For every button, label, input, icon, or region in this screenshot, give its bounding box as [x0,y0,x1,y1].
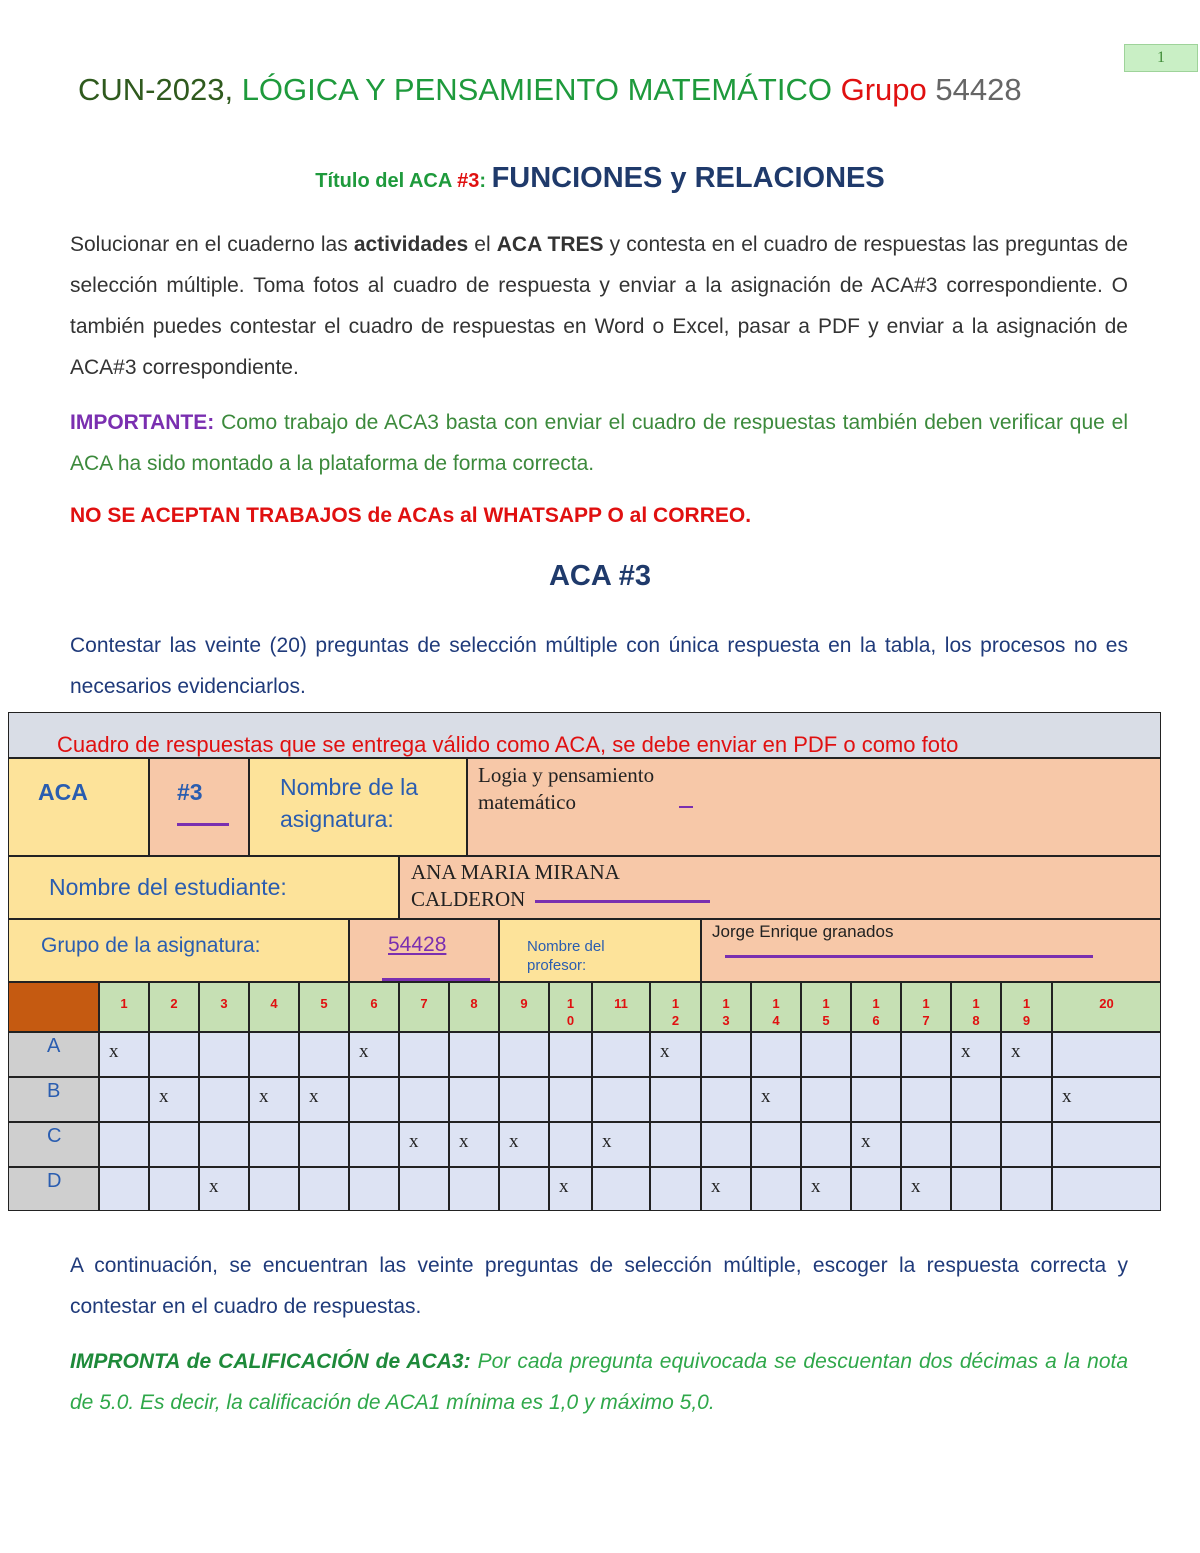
option-label-A [8,1032,99,1077]
answer-cell-20-D[interactable] [1052,1167,1161,1211]
answer-cell-14-A[interactable] [751,1032,801,1077]
important-paragraph: IMPORTANTE: Como trabajo de ACA3 basta con enviar el cuadro de respuestas también deben verificar que el ACA ha sido montado a la plataforma de forma correcta. [70,411,1128,475]
answer-cell-13-C[interactable] [701,1122,751,1167]
answer-cell-19-C[interactable] [1001,1122,1052,1167]
header-cun: CUN-2023, [78,72,234,107]
question-header-20 [1052,982,1161,1032]
answer-cell-9-B[interactable] [499,1077,549,1122]
question-header-8 [449,982,499,1032]
answer-cell-1-B[interactable] [99,1077,149,1122]
answer-cell-17-C[interactable] [901,1122,951,1167]
subject-value-mark [679,806,693,808]
answer-cell-1-D[interactable] [99,1167,149,1211]
answer-cell-9-C[interactable] [499,1122,549,1167]
answer-cell-13-A[interactable] [701,1032,751,1077]
answer-cell-1-A[interactable] [99,1032,149,1077]
student-label-cell: Nombre del estudiante: [8,856,399,919]
question-number: 9 [520,996,528,1011]
answer-mark: x [159,1086,169,1107]
answer-cell-2-A[interactable] [149,1032,199,1077]
teacher-label-cell: Nombre del profesor: [499,919,701,982]
answer-cell-20-A[interactable] [1052,1032,1161,1077]
answer-cell-7-A[interactable] [399,1032,449,1077]
header-course-title: LÓGICA Y PENSAMIENTO MATEMÁTICO [241,72,832,107]
answer-cell-3-A[interactable] [199,1032,249,1077]
answer-mark: x [459,1131,469,1152]
answer-mark: x [559,1176,569,1197]
answer-cell-11-B[interactable] [592,1077,650,1122]
subject-label-cell: Nombre de la asignatura: [249,758,467,856]
answer-cell-12-A[interactable] [650,1032,701,1077]
answer-mark: x [509,1131,519,1152]
answer-cell-9-A[interactable] [499,1032,549,1077]
answer-sheet-header [8,712,1161,982]
answer-cell-17-D[interactable] [901,1167,951,1211]
answer-cell-7-C[interactable] [399,1122,449,1167]
answer-cell-8-B[interactable] [449,1077,499,1122]
answer-cell-15-B[interactable] [801,1077,851,1122]
answer-cell-1-C[interactable] [99,1122,149,1167]
question-number: 1 3 [722,996,730,1028]
aca-title-main: FUNCIONES y RELACIONES [491,162,885,194]
answer-mark: x [711,1176,721,1197]
footer-paragraph: A continuación, se encuentran las veinte preguntas de selección múltiple, escoger la respuesta correcta y contestar en el cuadro de respuestas. [70,1254,1128,1318]
question-header-5 [299,982,349,1032]
subject-value: Logia y pensamiento matemático [478,763,655,814]
question-header-11 [592,982,650,1032]
answer-mark: x [409,1131,419,1152]
student-value-underline [535,900,710,903]
answer-cell-6-B[interactable] [349,1077,399,1122]
answer-cell-10-A[interactable] [549,1032,592,1077]
group-value-underline [382,978,490,981]
answer-cell-14-C[interactable] [751,1122,801,1167]
answer-sheet-banner: Cuadro de respuestas que se entrega válido como ACA, se debe enviar en PDF o como foto [8,712,1161,758]
question-number: 1 7 [922,996,930,1028]
section-title: ACA #3 [548,560,652,592]
answer-cell-16-C[interactable] [851,1122,901,1167]
intro-paragraph: Solucionar en el cuaderno las actividades el ACA TRES y contesta en el cuadro de respuestas las preguntas de selección múltiple. Toma fotos al cuadro de respuesta y enviar a la asignación de ACA#3 correspondiente. O también puedes contestar el cuadro de respuestas en Word o Excel, pasar a PDF y enviar a la asignación de ACA#3 correspondiente. [70,233,1128,379]
answer-cell-8-C[interactable] [449,1122,499,1167]
important-label: IMPORTANTE: [70,411,215,434]
question-number: 1 9 [1022,996,1031,1028]
answer-mark: x [761,1086,771,1107]
answer-cell-2-B[interactable] [149,1077,199,1122]
option-label-B [8,1077,99,1122]
aca-title-label: Título del ACA [315,170,458,192]
answer-cell-4-A[interactable] [249,1032,299,1077]
grading-paragraph: IMPRONTA de CALIFICACIÓN de ACA3: Por cada pregunta equivocada se descuentan dos décimas a la nota de 5.0. Es decir, la calificación de ACA1 mínima es 1,0 y máximo 5,0. [70,1350,1129,1414]
answer-mark: x [811,1176,821,1197]
answer-cell-4-B[interactable] [249,1077,299,1122]
header-grupo: Grupo [840,72,927,107]
answer-cell-16-B[interactable] [851,1077,901,1122]
aca-title-hash: #3 [457,170,480,192]
answer-cell-11-C[interactable] [592,1122,650,1167]
answer-cell-8-A[interactable] [449,1032,499,1077]
answer-mark: x [911,1176,921,1197]
question-number: 4 [270,996,278,1011]
question-header-7 [399,982,449,1032]
answer-mark: x [259,1086,269,1107]
group-label-cell: Grupo de la asignatura: [8,919,349,982]
answer-cell-5-A[interactable] [299,1032,349,1077]
student-value-cell [399,856,1161,919]
answer-cell-19-B[interactable] [1001,1077,1052,1122]
question-header-16 [851,982,901,1032]
answer-mark: x [359,1041,369,1062]
answer-cell-17-B[interactable] [901,1077,951,1122]
question-number: 1 4 [772,996,780,1028]
answer-cell-14-B[interactable] [751,1077,801,1122]
question-number: 8 [470,996,478,1011]
question-header-4 [249,982,299,1032]
answer-mark: x [209,1176,219,1197]
answer-cell-5-D[interactable] [299,1167,349,1211]
question-header-17 [901,982,951,1032]
question-header-12 [650,982,701,1032]
answer-cell-14-D[interactable] [751,1167,801,1211]
aca-value-cell: #3 [149,758,249,856]
warning-text: NO SE ACEPTAN TRABAJOS de ACAs al WHATSAPP O al CORREO. [70,504,752,527]
answer-cell-12-B[interactable] [650,1077,701,1122]
student-value: ANA MARIA MIRANA CALDERON [411,860,619,911]
teacher-value: Jorge Enrique granados [712,922,894,941]
question-number: 1 2 [671,996,680,1028]
answer-cell-19-A[interactable] [1001,1032,1052,1077]
group-value-cell [349,919,499,982]
answer-cell-13-D[interactable] [701,1167,751,1211]
answer-cell-9-D[interactable] [499,1167,549,1211]
question-header-1 [99,982,149,1032]
answer-cell-6-A[interactable] [349,1032,399,1077]
grading-label: IMPRONTA de CALIFICACIÓN de ACA3: [70,1350,471,1373]
aca-title-colon: : [479,170,492,192]
answer-mark: x [660,1041,670,1062]
teacher-value-cell [701,919,1161,982]
answer-cell-5-B[interactable] [299,1077,349,1122]
question-header-15 [801,982,851,1032]
question-number: 11 [614,996,628,1011]
answer-mark: x [961,1041,971,1062]
question-header-18 [951,982,1001,1032]
option-letter: A [47,1035,61,1057]
answer-cell-18-C[interactable] [951,1122,1001,1167]
answer-cell-15-A[interactable] [801,1032,851,1077]
subject-value-cell [467,758,1161,856]
option-label-D [8,1167,99,1211]
option-letter: B [47,1080,61,1102]
answer-cell-3-B[interactable] [199,1077,249,1122]
answer-cell-4-C[interactable] [249,1122,299,1167]
answer-mark: x [109,1041,119,1062]
answer-mark: x [861,1131,871,1152]
question-number: 1 [120,996,128,1011]
question-number: 7 [420,996,428,1011]
answer-mark: x [1011,1041,1021,1062]
answer-cell-3-D[interactable] [199,1167,249,1211]
answer-cell-2-C[interactable] [149,1122,199,1167]
answer-cell-6-C[interactable] [349,1122,399,1167]
aca-value-underline [177,823,229,826]
answer-cell-3-C[interactable] [199,1122,249,1167]
option-label-C [8,1122,99,1167]
question-number: 1 6 [872,996,880,1028]
option-letter: D [47,1170,62,1192]
answer-cell-17-A[interactable] [901,1032,951,1077]
answer-mark: x [309,1086,319,1107]
question-header-14 [751,982,801,1032]
answer-cell-10-C[interactable] [549,1122,592,1167]
question-number: 5 [320,996,328,1011]
answer-cell-20-C[interactable] [1052,1122,1161,1167]
answer-cell-2-D[interactable] [149,1167,199,1211]
answer-cell-7-D[interactable] [399,1167,449,1211]
question-header-9 [499,982,549,1032]
aca-title [0,162,1200,195]
answer-cell-15-C[interactable] [801,1122,851,1167]
group-value: 54428 [388,933,447,956]
question-number: 6 [370,996,378,1011]
question-number: 1 8 [972,996,980,1028]
aca-label-cell: ACA [8,758,149,856]
answer-cell-5-C[interactable] [299,1122,349,1167]
answer-cell-6-D[interactable] [349,1167,399,1211]
answer-cell-16-A[interactable] [851,1032,901,1077]
answer-cell-16-D[interactable] [851,1167,901,1211]
question-header-13 [701,982,751,1032]
answer-cell-12-C[interactable] [650,1122,701,1167]
question-header-6 [349,982,399,1032]
question-header-19 [1001,982,1052,1032]
header-group-number: 54428 [935,72,1022,107]
answer-cell-7-B[interactable] [399,1077,449,1122]
question-header-10 [549,982,592,1032]
question-header-2 [149,982,199,1032]
grid-corner-cell [8,982,99,1032]
answer-cell-15-D[interactable] [801,1167,851,1211]
answer-cell-13-B[interactable] [701,1077,751,1122]
question-number: 20 [1099,996,1114,1011]
answer-cell-12-D[interactable] [650,1167,701,1211]
answer-cell-20-B[interactable] [1052,1077,1161,1122]
instruction-paragraph: Contestar las veinte (20) preguntas de selección múltiple con única respuesta en la tabla, los procesos no es necesarios evidenciarlos. [70,634,1128,698]
page-number: 1 [1124,44,1198,72]
option-letter: C [47,1125,62,1147]
teacher-value-underline [725,955,1093,958]
question-number: 1 0 [566,996,575,1028]
question-number: 3 [220,996,228,1011]
answer-cell-4-D[interactable] [249,1167,299,1211]
answer-cell-18-B[interactable] [951,1077,1001,1122]
answer-mark: x [602,1131,612,1152]
answer-cell-10-B[interactable] [549,1077,592,1122]
answer-cell-8-D[interactable] [449,1167,499,1211]
question-header-3 [199,982,249,1032]
answer-cell-10-D[interactable] [549,1167,592,1211]
answer-cell-18-A[interactable] [951,1032,1001,1077]
document-header [78,72,1022,108]
answer-cell-19-D[interactable] [1001,1167,1052,1211]
question-number: 1 5 [822,996,830,1028]
answer-cell-18-D[interactable] [951,1167,1001,1211]
answer-cell-11-D[interactable] [592,1167,650,1211]
question-number: 2 [170,996,178,1011]
answer-cell-11-A[interactable] [592,1032,650,1077]
answer-mark: x [1062,1086,1072,1107]
